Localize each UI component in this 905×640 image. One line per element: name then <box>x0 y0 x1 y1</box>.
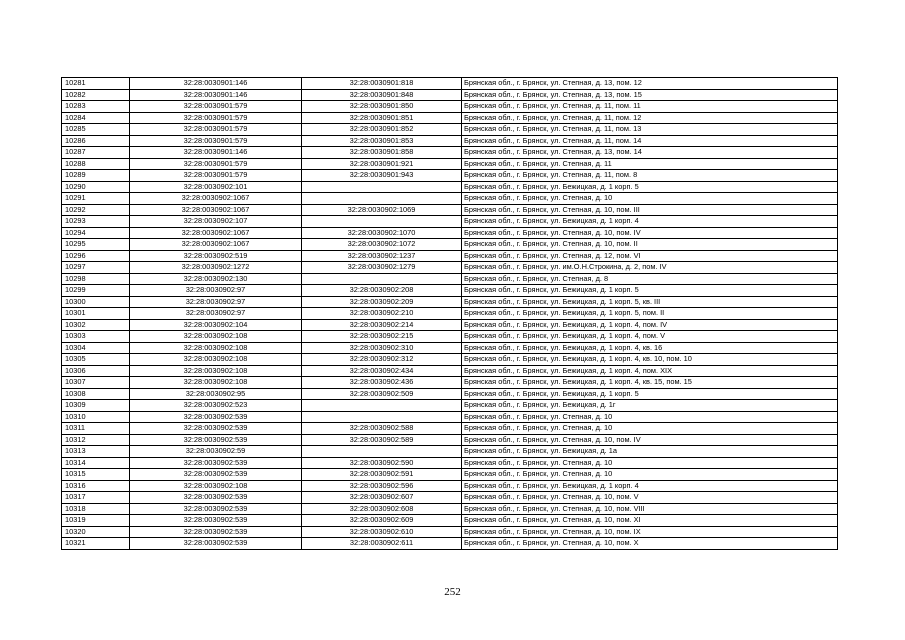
object-cadastral-cell: 32:28:0030902:1279 <box>302 262 462 274</box>
object-cadastral-cell: 32:28:0030902:611 <box>302 538 462 550</box>
object-cadastral-cell: 32:28:0030902:436 <box>302 377 462 389</box>
land-plot-cadastral-cell: 32:28:0030902:97 <box>130 285 302 297</box>
row-number-cell: 10293 <box>62 216 130 228</box>
table-row <box>62 204 838 216</box>
address-cell: Брянская обл., г. Брянск, ул. Степная, д. 10, пом. IX <box>462 526 838 538</box>
object-cadastral-cell: 32:28:0030901:852 <box>302 124 462 136</box>
table-row <box>62 469 838 481</box>
land-plot-cadastral-cell: 32:28:0030902:539 <box>130 526 302 538</box>
row-number-cell: 10311 <box>62 423 130 435</box>
table-row <box>62 526 838 538</box>
table-row <box>62 480 838 492</box>
land-plot-cadastral-cell: 32:28:0030902:1272 <box>130 262 302 274</box>
registry-table-body <box>62 78 838 550</box>
address-cell: Брянская обл., г. Брянск, ул. Бежицкая, д. 1 корп. 4, пом. XIX <box>462 365 838 377</box>
row-number-cell: 10297 <box>62 262 130 274</box>
address-cell: Брянская обл., г. Брянск, ул. Бежицкая, д. 1 корп. 5 <box>462 388 838 400</box>
table-row <box>62 170 838 182</box>
object-cadastral-cell <box>302 446 462 458</box>
row-number-cell: 10282 <box>62 89 130 101</box>
row-number-cell: 10287 <box>62 147 130 159</box>
object-cadastral-cell: 32:28:0030901:943 <box>302 170 462 182</box>
table-row <box>62 365 838 377</box>
land-plot-cadastral-cell: 32:28:0030902:108 <box>130 342 302 354</box>
object-cadastral-cell: 32:28:0030902:1237 <box>302 250 462 262</box>
row-number-cell: 10281 <box>62 78 130 90</box>
table-row <box>62 250 838 262</box>
land-plot-cadastral-cell: 32:28:0030902:95 <box>130 388 302 400</box>
address-cell: Брянская обл., г. Брянск, ул. Степная, д. 10, пом. V <box>462 492 838 504</box>
address-cell: Брянская обл., г. Брянск, ул. Степная, д. 10, пом. IV <box>462 434 838 446</box>
land-plot-cadastral-cell: 32:28:0030902:539 <box>130 457 302 469</box>
row-number-cell: 10298 <box>62 273 130 285</box>
row-number-cell: 10306 <box>62 365 130 377</box>
land-plot-cadastral-cell: 32:28:0030902:108 <box>130 331 302 343</box>
object-cadastral-cell: 32:28:0030902:1072 <box>302 239 462 251</box>
object-cadastral-cell: 32:28:0030902:214 <box>302 319 462 331</box>
table-row <box>62 262 838 274</box>
address-cell: Брянская обл., г. Брянск, ул. Бежицкая, д. 1 корп. 5 <box>462 285 838 297</box>
table-row <box>62 503 838 515</box>
table-row <box>62 124 838 136</box>
address-cell: Брянская обл., г. Брянск, ул. Бежицкая, д. 1 корп. 4, пом. V <box>462 331 838 343</box>
land-plot-cadastral-cell: 32:28:0030902:108 <box>130 365 302 377</box>
table-row <box>62 377 838 389</box>
object-cadastral-cell: 32:28:0030902:1070 <box>302 227 462 239</box>
object-cadastral-cell: 32:28:0030901:921 <box>302 158 462 170</box>
land-plot-cadastral-cell: 32:28:0030901:146 <box>130 89 302 101</box>
land-plot-cadastral-cell: 32:28:0030901:579 <box>130 124 302 136</box>
land-plot-cadastral-cell: 32:28:0030902:539 <box>130 492 302 504</box>
table-row <box>62 400 838 412</box>
object-cadastral-cell <box>302 216 462 228</box>
row-number-cell: 10296 <box>62 250 130 262</box>
object-cadastral-cell <box>302 181 462 193</box>
object-cadastral-cell: 32:28:0030902:588 <box>302 423 462 435</box>
land-plot-cadastral-cell: 32:28:0030902:539 <box>130 538 302 550</box>
address-cell: Брянская обл., г. Брянск, ул. Степная, д. 13, пом. 12 <box>462 78 838 90</box>
address-cell: Брянская обл., г. Брянск, ул. Бежицкая, д. 1 корп. 4, пом. IV <box>462 319 838 331</box>
address-cell: Брянская обл., г. Брянск, ул. Степная, д. 10, пом. XI <box>462 515 838 527</box>
table-row <box>62 515 838 527</box>
address-cell: Брянская обл., г. Брянск, ул. Бежицкая, д. 1 корп. 4, кв. 16 <box>462 342 838 354</box>
address-cell: Брянская обл., г. Брянск, ул. Степная, д. 10 <box>462 457 838 469</box>
object-cadastral-cell: 32:28:0030902:208 <box>302 285 462 297</box>
object-cadastral-cell: 32:28:0030902:609 <box>302 515 462 527</box>
address-cell: Брянская обл., г. Брянск, ул. Степная, д. 10 <box>462 469 838 481</box>
object-cadastral-cell: 32:28:0030902:434 <box>302 365 462 377</box>
address-cell: Брянская обл., г. Брянск, ул. Бежицкая, д. 1 корп. 4 <box>462 480 838 492</box>
row-number-cell: 10289 <box>62 170 130 182</box>
table-row <box>62 354 838 366</box>
row-number-cell: 10295 <box>62 239 130 251</box>
land-plot-cadastral-cell: 32:28:0030902:1067 <box>130 204 302 216</box>
address-cell: Брянская обл., г. Брянск, ул. Степная, д. 11, пом. 8 <box>462 170 838 182</box>
row-number-cell: 10290 <box>62 181 130 193</box>
table-row <box>62 101 838 113</box>
table-row <box>62 227 838 239</box>
page-number: 252 <box>444 586 461 598</box>
row-number-cell: 10307 <box>62 377 130 389</box>
object-cadastral-cell: 32:28:0030902:215 <box>302 331 462 343</box>
table-row <box>62 216 838 228</box>
address-cell: Брянская обл., г. Брянск, ул. Степная, д. 10 <box>462 423 838 435</box>
row-number-cell: 10317 <box>62 492 130 504</box>
row-number-cell: 10319 <box>62 515 130 527</box>
table-row <box>62 193 838 205</box>
object-cadastral-cell <box>302 273 462 285</box>
object-cadastral-cell <box>302 193 462 205</box>
land-plot-cadastral-cell: 32:28:0030902:539 <box>130 503 302 515</box>
table-row <box>62 411 838 423</box>
address-cell: Брянская обл., г. Брянск, ул. Бежицкая, д. 1г <box>462 400 838 412</box>
object-cadastral-cell: 32:28:0030902:1069 <box>302 204 462 216</box>
address-cell: Брянская обл., г. Брянск, ул. Степная, д. 10 <box>462 193 838 205</box>
object-cadastral-cell <box>302 400 462 412</box>
address-cell: Брянская обл., г. Брянск, ул. им.О.Н.Строкина, д. 2, пом. IV <box>462 262 838 274</box>
land-plot-cadastral-cell: 32:28:0030901:146 <box>130 78 302 90</box>
table-row <box>62 434 838 446</box>
table-row <box>62 112 838 124</box>
land-plot-cadastral-cell: 32:28:0030901:579 <box>130 112 302 124</box>
land-plot-cadastral-cell: 32:28:0030902:108 <box>130 354 302 366</box>
object-cadastral-cell: 32:28:0030902:209 <box>302 296 462 308</box>
land-plot-cadastral-cell: 32:28:0030902:539 <box>130 423 302 435</box>
object-cadastral-cell: 32:28:0030902:210 <box>302 308 462 320</box>
table-row <box>62 158 838 170</box>
row-number-cell: 10303 <box>62 331 130 343</box>
land-plot-cadastral-cell: 32:28:0030901:579 <box>130 101 302 113</box>
address-cell: Брянская обл., г. Брянск, ул. Степная, д. 10, пом. VIII <box>462 503 838 515</box>
land-plot-cadastral-cell: 32:28:0030902:539 <box>130 515 302 527</box>
object-cadastral-cell <box>302 411 462 423</box>
row-number-cell: 10301 <box>62 308 130 320</box>
object-cadastral-cell: 32:28:0030902:312 <box>302 354 462 366</box>
land-plot-cadastral-cell: 32:28:0030902:539 <box>130 411 302 423</box>
row-number-cell: 10294 <box>62 227 130 239</box>
land-plot-cadastral-cell: 32:28:0030902:101 <box>130 181 302 193</box>
object-cadastral-cell: 32:28:0030901:818 <box>302 78 462 90</box>
table-row <box>62 147 838 159</box>
land-plot-cadastral-cell: 32:28:0030902:519 <box>130 250 302 262</box>
object-cadastral-cell: 32:28:0030902:509 <box>302 388 462 400</box>
address-cell: Брянская обл., г. Брянск, ул. Степная, д. 13, пом. 14 <box>462 147 838 159</box>
table-row <box>62 331 838 343</box>
object-cadastral-cell: 32:28:0030902:590 <box>302 457 462 469</box>
address-cell: Брянская обл., г. Брянск, ул. Степная, д. 10, пом. II <box>462 239 838 251</box>
object-cadastral-cell: 32:28:0030902:608 <box>302 503 462 515</box>
land-plot-cadastral-cell: 32:28:0030901:579 <box>130 135 302 147</box>
address-cell: Брянская обл., г. Брянск, ул. Бежицкая, д. 1 корп. 4 <box>462 216 838 228</box>
object-cadastral-cell: 32:28:0030902:589 <box>302 434 462 446</box>
object-cadastral-cell: 32:28:0030902:610 <box>302 526 462 538</box>
address-cell: Брянская обл., г. Брянск, ул. Бежицкая, д. 1 корп. 5, пом. II <box>462 308 838 320</box>
land-plot-cadastral-cell: 32:28:0030902:523 <box>130 400 302 412</box>
address-cell: Брянская обл., г. Брянск, ул. Степная, д. 8 <box>462 273 838 285</box>
table-row <box>62 89 838 101</box>
table-row <box>62 285 838 297</box>
row-number-cell: 10312 <box>62 434 130 446</box>
property-registry-table <box>61 77 838 550</box>
row-number-cell: 10284 <box>62 112 130 124</box>
object-cadastral-cell: 32:28:0030901:853 <box>302 135 462 147</box>
row-number-cell: 10315 <box>62 469 130 481</box>
object-cadastral-cell: 32:28:0030902:310 <box>302 342 462 354</box>
row-number-cell: 10308 <box>62 388 130 400</box>
row-number-cell: 10286 <box>62 135 130 147</box>
land-plot-cadastral-cell: 32:28:0030901:579 <box>130 158 302 170</box>
land-plot-cadastral-cell: 32:28:0030901:146 <box>130 147 302 159</box>
object-cadastral-cell: 32:28:0030901:850 <box>302 101 462 113</box>
table-row <box>62 135 838 147</box>
land-plot-cadastral-cell: 32:28:0030902:108 <box>130 377 302 389</box>
row-number-cell: 10320 <box>62 526 130 538</box>
land-plot-cadastral-cell: 32:28:0030902:108 <box>130 480 302 492</box>
address-cell: Брянская обл., г. Брянск, ул. Бежицкая, д. 1а <box>462 446 838 458</box>
table-row <box>62 492 838 504</box>
row-number-cell: 10302 <box>62 319 130 331</box>
row-number-cell: 10313 <box>62 446 130 458</box>
land-plot-cadastral-cell: 32:28:0030902:130 <box>130 273 302 285</box>
table-row <box>62 388 838 400</box>
row-number-cell: 10292 <box>62 204 130 216</box>
object-cadastral-cell: 32:28:0030902:596 <box>302 480 462 492</box>
address-cell: Брянская обл., г. Брянск, ул. Бежицкая, д. 1 корп. 5 <box>462 181 838 193</box>
address-cell: Брянская обл., г. Брянск, ул. Бежицкая, д. 1 корп. 4, кв. 10, пом. 10 <box>462 354 838 366</box>
table-row <box>62 319 838 331</box>
land-plot-cadastral-cell: 32:28:0030902:59 <box>130 446 302 458</box>
land-plot-cadastral-cell: 32:28:0030902:1067 <box>130 193 302 205</box>
row-number-cell: 10305 <box>62 354 130 366</box>
address-cell: Брянская обл., г. Брянск, ул. Степная, д. 10 <box>462 411 838 423</box>
table-row <box>62 239 838 251</box>
object-cadastral-cell: 32:28:0030902:591 <box>302 469 462 481</box>
land-plot-cadastral-cell: 32:28:0030902:97 <box>130 308 302 320</box>
row-number-cell: 10288 <box>62 158 130 170</box>
row-number-cell: 10316 <box>62 480 130 492</box>
object-cadastral-cell: 32:28:0030901:858 <box>302 147 462 159</box>
row-number-cell: 10283 <box>62 101 130 113</box>
row-number-cell: 10304 <box>62 342 130 354</box>
row-number-cell: 10318 <box>62 503 130 515</box>
object-cadastral-cell: 32:28:0030901:851 <box>302 112 462 124</box>
address-cell: Брянская обл., г. Брянск, ул. Степная, д. 12, пом. VI <box>462 250 838 262</box>
table-row <box>62 273 838 285</box>
object-cadastral-cell: 32:28:0030901:848 <box>302 89 462 101</box>
table-row <box>62 342 838 354</box>
land-plot-cadastral-cell: 32:28:0030902:97 <box>130 296 302 308</box>
address-cell: Брянская обл., г. Брянск, ул. Степная, д. 13, пом. 15 <box>462 89 838 101</box>
address-cell: Брянская обл., г. Брянск, ул. Степная, д. 11 <box>462 158 838 170</box>
table-row <box>62 446 838 458</box>
address-cell: Брянская обл., г. Брянск, ул. Степная, д. 10, пом. III <box>462 204 838 216</box>
address-cell: Брянская обл., г. Брянск, ул. Степная, д. 10, пом. IV <box>462 227 838 239</box>
table-row <box>62 308 838 320</box>
table-row <box>62 181 838 193</box>
land-plot-cadastral-cell: 32:28:0030902:539 <box>130 469 302 481</box>
table-row <box>62 538 838 550</box>
address-cell: Брянская обл., г. Брянск, ул. Бежицкая, д. 1 корп. 4, кв. 15, пом. 15 <box>462 377 838 389</box>
row-number-cell: 10310 <box>62 411 130 423</box>
table-row <box>62 423 838 435</box>
address-cell: Брянская обл., г. Брянск, ул. Степная, д. 10, пом. X <box>462 538 838 550</box>
row-number-cell: 10291 <box>62 193 130 205</box>
address-cell: Брянская обл., г. Брянск, ул. Бежицкая, д. 1 корп. 5, кв. III <box>462 296 838 308</box>
row-number-cell: 10299 <box>62 285 130 297</box>
land-plot-cadastral-cell: 32:28:0030902:107 <box>130 216 302 228</box>
land-plot-cadastral-cell: 32:28:0030902:539 <box>130 434 302 446</box>
table-row <box>62 296 838 308</box>
row-number-cell: 10314 <box>62 457 130 469</box>
row-number-cell: 10285 <box>62 124 130 136</box>
address-cell: Брянская обл., г. Брянск, ул. Степная, д. 11, пом. 12 <box>462 112 838 124</box>
row-number-cell: 10300 <box>62 296 130 308</box>
land-plot-cadastral-cell: 32:28:0030902:1067 <box>130 239 302 251</box>
land-plot-cadastral-cell: 32:28:0030902:104 <box>130 319 302 331</box>
table-row <box>62 78 838 90</box>
object-cadastral-cell: 32:28:0030902:607 <box>302 492 462 504</box>
row-number-cell: 10321 <box>62 538 130 550</box>
table-row <box>62 457 838 469</box>
address-cell: Брянская обл., г. Брянск, ул. Степная, д. 11, пом. 13 <box>462 124 838 136</box>
row-number-cell: 10309 <box>62 400 130 412</box>
land-plot-cadastral-cell: 32:28:0030902:1067 <box>130 227 302 239</box>
address-cell: Брянская обл., г. Брянск, ул. Степная, д. 11, пом. 14 <box>462 135 838 147</box>
address-cell: Брянская обл., г. Брянск, ул. Степная, д. 11, пом. 11 <box>462 101 838 113</box>
land-plot-cadastral-cell: 32:28:0030901:579 <box>130 170 302 182</box>
